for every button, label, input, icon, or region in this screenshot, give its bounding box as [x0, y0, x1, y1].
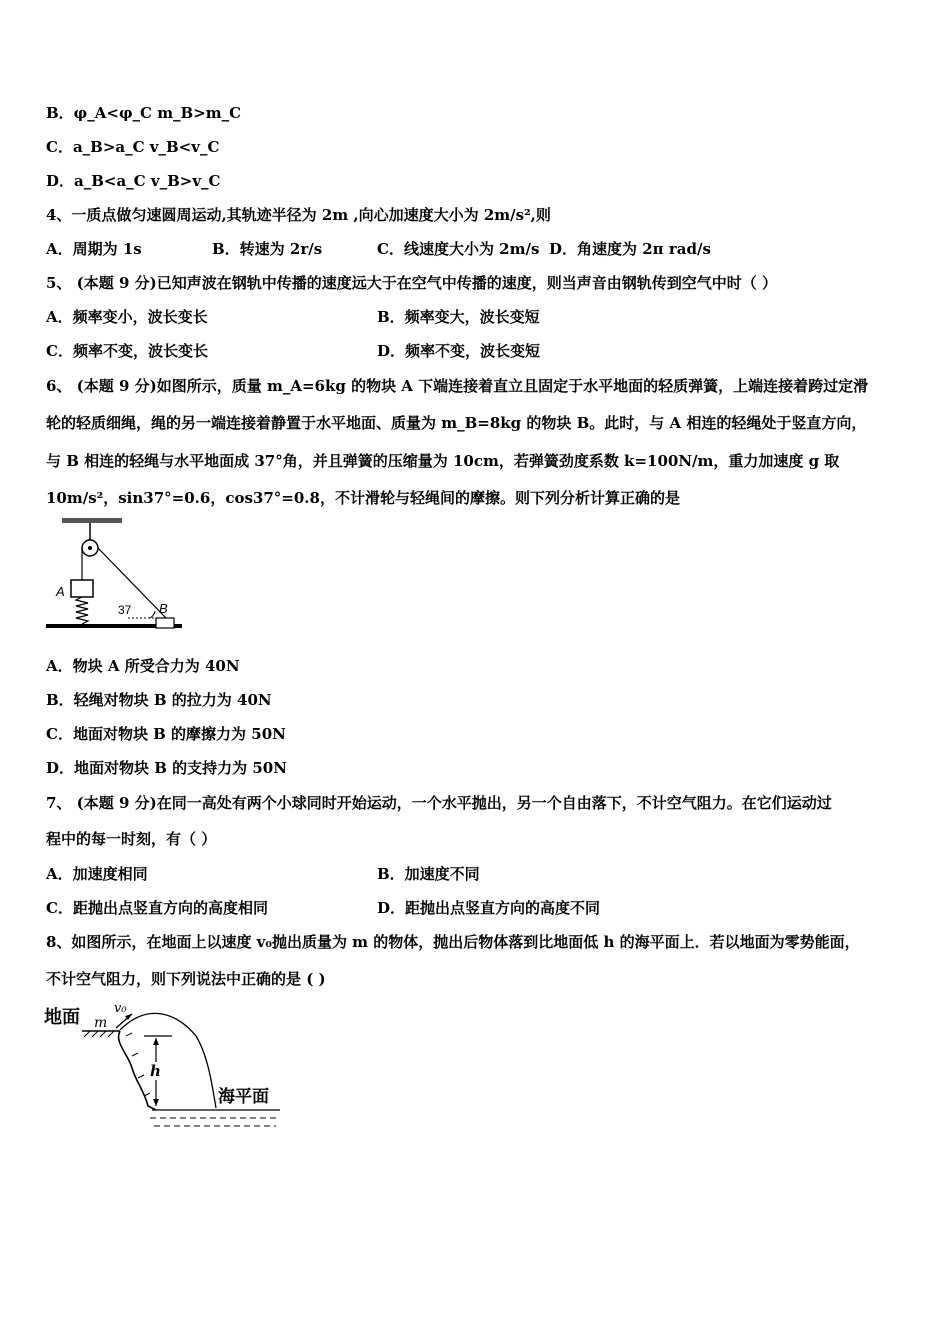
q6-spring-pulley-figure	[42, 514, 187, 642]
q5-options-row-1	[46, 307, 926, 327]
q4-stem: 4、一质点做匀速圆周运动,其轨迹半径为 2m ,向心加速度大小为 2m/s²,则	[46, 206, 551, 224]
label-a: A	[56, 584, 65, 599]
q6-stem-line-3: 与 B 相连的轻绳与水平地面成 37°角，并且弹簧的压缩量为 10cm，若弹簧劲度系数 k=100N/m，重力加速度 g 取	[46, 452, 840, 470]
q3-option-b: B．φ_A<φ_C m_B>m_C	[46, 104, 242, 122]
q8-cliff-figure	[40, 996, 290, 1138]
q5-option-d: D．频率不变，波长变短	[377, 342, 541, 360]
sea-surface-lines	[150, 1110, 280, 1126]
q7-options-row-2	[46, 898, 926, 918]
label-v0: v₀	[114, 1001, 127, 1016]
ground-hatch	[82, 1031, 120, 1037]
label-angle: 37	[118, 603, 132, 617]
q4-option-d: D．角速度为 2π rad/s	[549, 240, 711, 258]
q6-option-b: B．轻绳对物块 B 的拉力为 40N	[46, 691, 272, 709]
block-a	[71, 580, 93, 597]
q7-options-row-1	[46, 864, 926, 884]
q5-stem: 5、 (本题 9 分)已知声波在钢轨中传播的速度远大于在空气中传播的速度，则当声音由钢轨传到空气中时（ ）	[46, 274, 777, 292]
block-b	[156, 618, 174, 628]
ceiling-bar	[62, 518, 122, 523]
q5-option-a: A．频率变小，波长变长	[46, 308, 208, 326]
q8-stem-line-2: 不计空气阻力，则下列说法中正确的是 ( )	[46, 970, 326, 988]
q7-stem-line-1: 7、 (本题 9 分)在同一高处有两个小球同时开始运动，一个水平抛出，另一个自由落下，不计空气阻力。在它们运动过	[46, 794, 832, 812]
q6-stem-line-2: 轮的轻质细绳，绳的另一端连接着静置于水平地面、质量为 m_B=8kg 的物块 B。此时，与 A 相连的轻绳处于竖直方向，	[46, 414, 867, 432]
q7-option-a: A．加速度相同	[46, 865, 148, 883]
trajectory-curve	[120, 1013, 216, 1108]
q5-option-c: C．频率不变，波长变长	[46, 342, 208, 360]
q4-option-c: C．线速度大小为 2m/s	[377, 240, 540, 258]
q5-option-b: B．频率变大，波长变短	[377, 308, 540, 326]
q6-stem-line-1: 6、 (本题 9 分)如图所示，质量 m_A=6kg 的物块 A 下端连接着直立且固定于水平地面的轻质弹簧，上端连接着跨过定滑	[46, 377, 869, 395]
q6-stem-line-4: 10m/s²，sin37°=0.6，cos37°=0.8，不计滑轮与轻绳间的摩擦。则下列分析计算正确的是	[46, 489, 680, 507]
label-sea: 海平面	[218, 1087, 269, 1107]
label-ground: 地面	[44, 1007, 80, 1028]
label-h: h	[150, 1062, 161, 1080]
label-m: m	[94, 1015, 108, 1031]
q6-option-a: A．物块 A 所受合力为 40N	[46, 657, 240, 675]
label-b: B	[159, 601, 168, 616]
rope-slanted	[98, 548, 166, 618]
q5-options-row-2	[46, 341, 926, 361]
q3-option-c: C．a_B>a_C v_B<v_C	[46, 138, 220, 156]
angle-arc	[150, 611, 155, 618]
q7-option-b: B．加速度不同	[377, 865, 480, 883]
q3-option-d: D．a_B<a_C v_B>v_C	[46, 172, 221, 190]
q7-stem-line-2: 程中的每一时刻，有（ ）	[46, 830, 217, 848]
q7-option-d: D．距抛出点竖直方向的高度不同	[377, 899, 601, 917]
q4-options-row	[46, 239, 926, 259]
q4-option-a: A．周期为 1s	[46, 240, 142, 258]
q8-stem-line-1: 8、如图所示，在地面上以速度 v₀抛出质量为 m 的物体，抛出后物体落到比地面低 h 的海平面上．若以地面为零势能面，	[46, 933, 860, 951]
q6-option-c: C．地面对物块 B 的摩擦力为 50N	[46, 725, 286, 743]
q6-option-d: D．地面对物块 B 的支持力为 50N	[46, 759, 287, 777]
q4-option-b: B．转速为 2r/s	[212, 240, 323, 258]
spring-icon	[76, 597, 88, 624]
q7-option-c: C．距抛出点竖直方向的高度相同	[46, 899, 268, 917]
